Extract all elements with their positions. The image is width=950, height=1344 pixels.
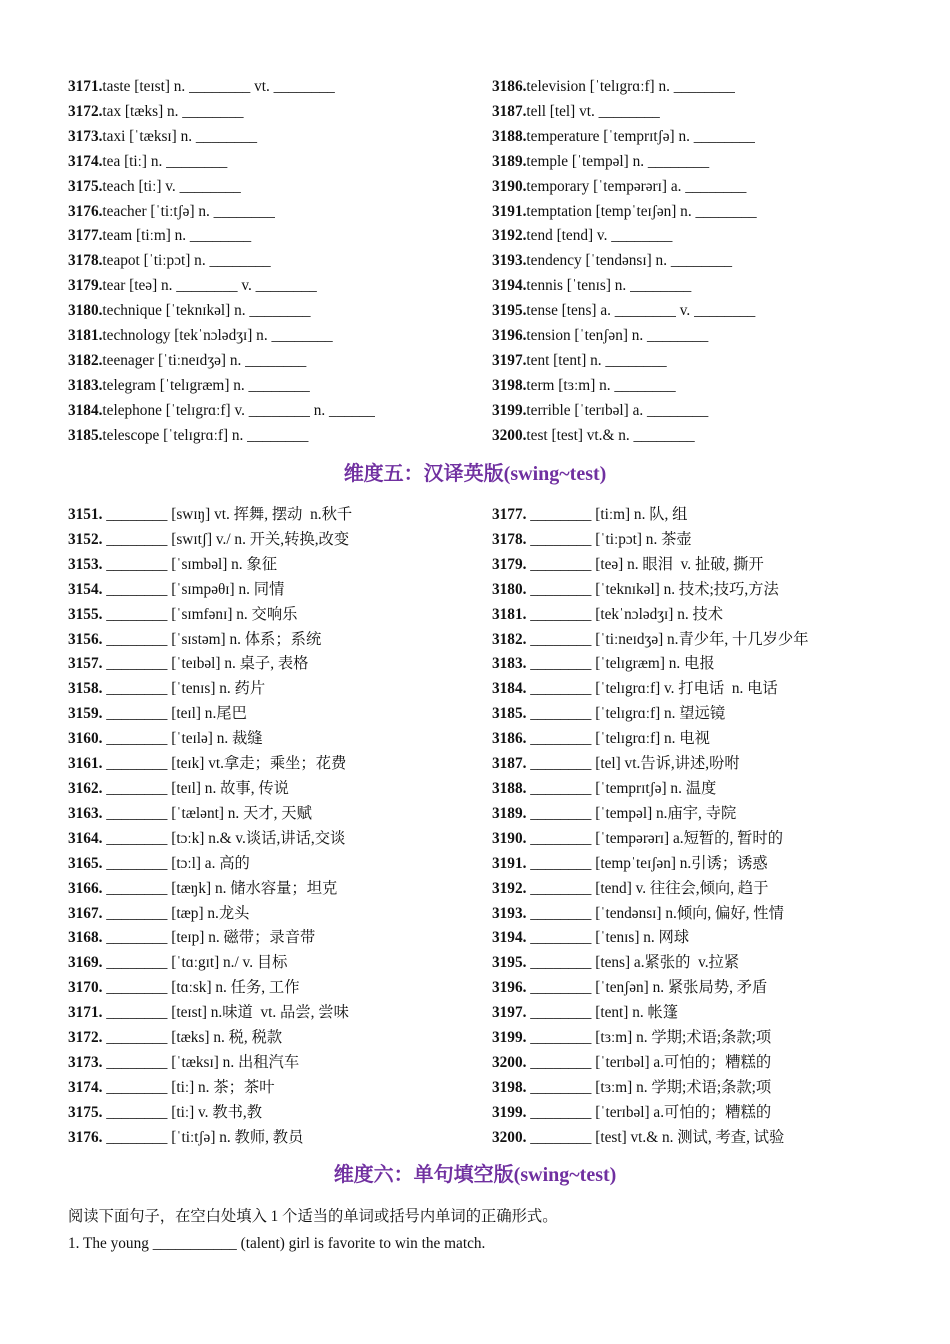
entry-number: 3199. xyxy=(492,1029,527,1047)
entry-text: television [ˈtelɪgrɑːf] n. ________ xyxy=(526,78,735,95)
entry-text: teacher [ˈtiːtʃə] n. ________ xyxy=(102,202,275,220)
vocab-entry xyxy=(492,902,868,927)
entry-number: 3178. xyxy=(68,252,103,270)
entry-text: team [tiːm] n. ________ xyxy=(102,227,252,245)
entry-text: ________ [swɪtʃ] v./ n. 开关,转换,改变 xyxy=(102,530,350,548)
vocab-entry xyxy=(68,902,492,927)
entry-number: 3161. xyxy=(68,755,103,773)
entry-number: 3172. xyxy=(68,1029,103,1047)
entry-number: 3165. xyxy=(68,854,103,872)
entry-number: 3163. xyxy=(68,804,103,822)
entry-number: 3153. xyxy=(68,555,103,573)
entry-text: tent [tent] n. ________ xyxy=(526,351,667,369)
entry-number: 3184. xyxy=(68,401,103,419)
entry-text: teach [tiː] v. ________ xyxy=(102,177,241,195)
entry-text: ________ [teɪst] n.味道 vt. 品尝, 尝味 xyxy=(102,1004,349,1022)
entry-number: 3186. xyxy=(492,78,527,95)
entry-number: 3197. xyxy=(492,351,527,369)
vocab-entry xyxy=(68,503,492,528)
entry-text: ________ [tiː] n. 茶；茶叶 xyxy=(102,1078,275,1096)
entry-number: 3167. xyxy=(68,904,103,922)
vocab-entry xyxy=(68,578,492,603)
entry-number: 3196. xyxy=(492,327,527,345)
vocab-entry xyxy=(68,951,492,976)
vocab-entry xyxy=(68,1001,492,1026)
instruction-text: 阅读下面句子，在空白处填入 1 个适当的单词或括号内单词的正确形式。 xyxy=(68,1208,558,1225)
vocab-entry xyxy=(492,1101,868,1126)
entry-number: 3198. xyxy=(492,1078,527,1096)
entry-number: 3184. xyxy=(492,680,527,698)
entry-text: ________ [ˈtiːneɪdʒə] n.青少年, 十几岁少年 xyxy=(526,630,809,648)
vocab-entry xyxy=(492,852,868,877)
entry-text: temple [ˈtempəl] n. ________ xyxy=(526,152,710,170)
entry-text: tea [tiː] n. ________ xyxy=(102,152,228,170)
vocab-entry xyxy=(68,827,492,852)
vocab-entry xyxy=(492,399,868,424)
entry-number: 3177. xyxy=(492,506,527,523)
vocab-entry xyxy=(68,274,492,299)
vocab-entry xyxy=(68,125,492,150)
entry-text: tend [tend] v. ________ xyxy=(526,227,673,245)
vocab-entry xyxy=(68,702,492,727)
entry-number: 3190. xyxy=(492,177,527,195)
entry-text: ________ [tæŋk] n. 储水容量；坦克 xyxy=(102,879,338,897)
entry-text: ________ [tæks] n. 税, 税款 xyxy=(102,1029,283,1047)
vocab-entry xyxy=(492,274,868,299)
entry-number: 3179. xyxy=(492,555,527,573)
entry-text: ________ [ˈtelɪgrɑːf] v. 打电话 n. 电话 xyxy=(526,680,778,698)
vocab-entry xyxy=(492,628,868,653)
entry-text: term [tɜːm] n. ________ xyxy=(526,376,676,394)
entry-text: ________ [ˈtenɪs] n. 网球 xyxy=(526,929,690,947)
entry-number: 3185. xyxy=(492,705,527,723)
vocab-entry xyxy=(68,777,492,802)
entry-number: 3195. xyxy=(492,954,527,972)
vocab-entry xyxy=(68,727,492,752)
vocab-list-chinese-to-english xyxy=(68,503,868,1151)
vocab-entry xyxy=(492,150,868,175)
vocab-entry xyxy=(492,926,868,951)
entry-number: 3169. xyxy=(68,954,103,972)
entry-text: ________ [ˈsɪmbəl] n. 象征 xyxy=(102,555,278,573)
entry-text: ________ [ˈterɪbəl] a.可怕的；糟糕的 xyxy=(526,1053,772,1071)
entry-text: ________ [tempˈteɪʃən] n.引诱；诱惑 xyxy=(526,854,768,872)
vocab-entry xyxy=(68,200,492,225)
vocab-entry xyxy=(492,578,868,603)
entry-text: taste [teɪst] n. ________ vt. ________ xyxy=(102,78,335,95)
section-five-title: 维度五：汉译英版(swing~test) xyxy=(343,463,607,485)
entry-text: ________ [ˈteɪbəl] n. 桌子, 表格 xyxy=(102,655,309,673)
vocab-entry xyxy=(492,1001,868,1026)
vocab-entry xyxy=(492,299,868,324)
entry-text: taxi [ˈtæksɪ] n. ________ xyxy=(102,127,258,145)
entry-number: 3183. xyxy=(68,376,103,394)
entry-text: ________ [tiː] v. 教书,教 xyxy=(102,1103,263,1121)
entry-number: 3155. xyxy=(68,605,103,623)
vocab-entry xyxy=(68,877,492,902)
entry-text: test [test] vt.& n. ________ xyxy=(526,426,695,444)
entry-number: 3173. xyxy=(68,1053,103,1071)
vocab-entry xyxy=(492,503,868,528)
vocab-entry xyxy=(68,150,492,175)
vocab-entry xyxy=(68,1101,492,1126)
entry-text: ________ [ˈsɪmpəθɪ] n. 同情 xyxy=(102,580,285,598)
entry-text: ________ [teɪl] n.尾巴 xyxy=(102,705,247,723)
vocab-entry xyxy=(492,702,868,727)
entry-number: 3176. xyxy=(68,202,103,220)
entry-number: 3200. xyxy=(492,1128,527,1146)
entry-text: ________ [tɔːk] n.& v.谈话,讲话,交谈 xyxy=(102,829,346,847)
entry-text: ________ [ˈteɪlə] n. 裁缝 xyxy=(102,730,263,748)
vocab-entry xyxy=(492,374,868,399)
vocab-entry xyxy=(68,424,492,449)
entry-text: technology [tekˈnɔlədʒɪ] n. ________ xyxy=(102,327,333,345)
vocab-entry xyxy=(492,224,868,249)
section-six-title: 维度六：单句填空版(swing~test) xyxy=(333,1164,617,1186)
vocab-entry xyxy=(492,424,868,449)
vocab-entry xyxy=(492,324,868,349)
entry-text: temperature [ˈtemprɪtʃə] n. ________ xyxy=(526,127,755,145)
vocab-entry xyxy=(492,727,868,752)
entry-text: ________ [ˈtiːpɔt] n. 茶壶 xyxy=(526,530,692,548)
vocab-entry xyxy=(68,399,492,424)
vocab-entry xyxy=(492,827,868,852)
entry-text: ________ [tæp] n.龙头 xyxy=(102,904,250,922)
vocab-entry xyxy=(492,100,868,125)
entry-text: ________ [tend] v. 往往会,倾向, 趋于 xyxy=(526,879,769,897)
entry-text: telegram [ˈtelɪgræm] n. ________ xyxy=(102,376,310,394)
entry-number: 3192. xyxy=(492,227,527,245)
vocab-entry xyxy=(68,528,492,553)
entry-number: 3187. xyxy=(492,102,527,120)
entry-number: 3181. xyxy=(492,605,527,623)
entry-text: ________ [ˈsɪmfənɪ] n. 交响乐 xyxy=(102,605,298,623)
entry-text: ________ [tekˈnɔlədʒɪ] n. 技术 xyxy=(526,605,724,623)
entry-text: ________ [ˈsɪstəm] n. 体系；系统 xyxy=(102,630,322,648)
vocab-entry xyxy=(492,200,868,225)
entry-number: 3175. xyxy=(68,177,103,195)
entry-text: ________ [ˈtendənsɪ] n.倾向, 偏好, 性情 xyxy=(526,904,784,922)
entry-text: teenager [ˈtiːneɪdʒə] n. ________ xyxy=(102,351,307,369)
entry-text: telephone [ˈtelɪgrɑːf] v. ________ n. ______ xyxy=(102,401,375,419)
entry-number: 3186. xyxy=(492,730,527,748)
entry-text: tell [tel] vt. ________ xyxy=(526,102,660,120)
entry-text: telescope [ˈtelɪgrɑːf] n. ________ xyxy=(102,426,309,444)
entry-number: 3185. xyxy=(68,426,103,444)
entry-number: 3197. xyxy=(492,1004,527,1022)
entry-number: 3156. xyxy=(68,630,103,648)
vocab-entry xyxy=(68,75,492,100)
entry-text: ________ [ˈtelɪgræm] n. 电报 xyxy=(526,655,715,673)
vocab-entry xyxy=(68,100,492,125)
entry-number: 3196. xyxy=(492,979,527,997)
entry-number: 3194. xyxy=(492,277,527,295)
entry-text: ________ [tɔːl] a. 高的 xyxy=(102,854,250,872)
entry-number: 3159. xyxy=(68,705,103,723)
entry-number: 3174. xyxy=(68,152,103,170)
entry-text: ________ [ˈtenɪs] n. 药片 xyxy=(102,680,266,698)
entry-text: ________ [teɪl] n. 故事, 传说 xyxy=(102,779,289,797)
vocab-entry xyxy=(68,1026,492,1051)
vocab-entry xyxy=(492,1026,868,1051)
vocab-entry xyxy=(68,349,492,374)
entry-text: ________ [ˈtenʃən] n. 紧张局势, 矛盾 xyxy=(526,979,768,997)
entry-text: ________ [ˈterɪbəl] a.可怕的；糟糕的 xyxy=(526,1103,772,1121)
entry-number: 3162. xyxy=(68,779,103,797)
entry-number: 3190. xyxy=(492,829,527,847)
vocab-entry xyxy=(68,553,492,578)
entry-text: tax [tæks] n. ________ xyxy=(102,102,244,120)
vocab-entry xyxy=(68,628,492,653)
entry-text: tear [teə] n. ________ v. ________ xyxy=(102,277,317,295)
entry-text: tense [tens] a. ________ v. ________ xyxy=(526,302,756,320)
fill-in-sentence: 1. The young ___________ (talent) girl is favorite to win the match. xyxy=(68,1235,486,1252)
vocab-entry xyxy=(68,299,492,324)
entry-text: ________ [tens] a.紧张的 v.拉紧 xyxy=(526,954,740,972)
entry-number: 3152. xyxy=(68,530,103,548)
vocab-entry xyxy=(68,852,492,877)
entry-number: 3157. xyxy=(68,655,103,673)
entry-number: 3200. xyxy=(492,426,527,444)
vocab-entry xyxy=(492,752,868,777)
entry-text: temptation [tempˈteɪʃən] n. ________ xyxy=(526,202,757,220)
vocab-entry xyxy=(492,677,868,702)
entry-number: 3199. xyxy=(492,1103,527,1121)
entry-number: 3173. xyxy=(68,127,103,145)
entry-number: 3176. xyxy=(68,1128,103,1146)
entry-text: temporary [ˈtempərərɪ] a. ________ xyxy=(526,177,747,195)
entry-number: 3199. xyxy=(492,401,527,419)
entry-text: ________ [tɜːm] n. 学期;术语;条款;项 xyxy=(526,1078,772,1096)
entry-number: 3164. xyxy=(68,829,103,847)
vocab-entry xyxy=(492,175,868,200)
entry-text: tennis [ˈtenɪs] n. ________ xyxy=(526,277,692,295)
entry-number: 3195. xyxy=(492,302,527,320)
entry-number: 3193. xyxy=(492,252,527,270)
vocab-entry xyxy=(68,976,492,1001)
entry-number: 3177. xyxy=(68,227,103,245)
entry-text: ________ [ˈtelɪgrɑːf] n. 望远镜 xyxy=(526,705,726,723)
vocab-entry xyxy=(492,802,868,827)
entry-number: 3187. xyxy=(492,755,527,773)
entry-number: 3171. xyxy=(68,78,103,95)
vocab-list-english-to-chinese xyxy=(68,75,868,449)
entry-text: ________ [ˈtɑːgɪt] n./ v. 目标 xyxy=(102,954,288,972)
vocab-entry xyxy=(492,951,868,976)
vocab-entry xyxy=(68,603,492,628)
vocab-entry xyxy=(492,777,868,802)
entry-text: ________ [ˈteknɪkəl] n. 技术;技巧,方法 xyxy=(526,580,779,598)
entry-text: ________ [tel] vt.告诉,讲述,吩咐 xyxy=(526,755,740,773)
vocab-entry xyxy=(492,1126,868,1151)
vocab-entry xyxy=(68,652,492,677)
entry-number: 3192. xyxy=(492,879,527,897)
entry-number: 3191. xyxy=(492,202,527,220)
vocab-entry xyxy=(68,374,492,399)
entry-number: 3166. xyxy=(68,879,103,897)
entry-text: ________ [tent] n. 帐篷 xyxy=(526,1004,679,1022)
entry-text: ________ [swɪŋ] vt. 挥舞, 摆动 n.秋千 xyxy=(102,506,353,523)
entry-number: 3182. xyxy=(492,630,527,648)
entry-text: ________ [ˈtempərərɪ] a.短暂的, 暂时的 xyxy=(526,829,784,847)
vocab-entry xyxy=(492,125,868,150)
entry-number: 3171. xyxy=(68,1004,103,1022)
vocab-entry xyxy=(492,349,868,374)
vocab-entry xyxy=(68,1076,492,1101)
entry-number: 3188. xyxy=(492,127,527,145)
entry-number: 3175. xyxy=(68,1103,103,1121)
entry-number: 3170. xyxy=(68,979,103,997)
entry-number: 3182. xyxy=(68,351,103,369)
vocab-entry xyxy=(492,553,868,578)
entry-number: 3180. xyxy=(492,580,527,598)
entry-text: ________ [ˈtelɪgrɑːf] n. 电视 xyxy=(526,730,710,748)
entry-text: ________ [teɪk] vt.拿走；乘坐；花费 xyxy=(102,755,347,773)
entry-number: 3189. xyxy=(492,152,527,170)
entry-number: 3189. xyxy=(492,804,527,822)
entry-number: 3160. xyxy=(68,730,103,748)
entry-number: 3179. xyxy=(68,277,103,295)
entry-text: ________ [ˈtæksɪ] n. 出租汽车 xyxy=(102,1053,300,1071)
vocab-entry xyxy=(492,1076,868,1101)
vocab-entry xyxy=(68,1051,492,1076)
entry-text: ________ [teə] n. 眼泪 v. 扯破, 撕开 xyxy=(526,555,764,573)
vocab-entry xyxy=(492,976,868,1001)
entry-number: 3174. xyxy=(68,1078,103,1096)
entry-number: 3200. xyxy=(492,1053,527,1071)
vocab-entry xyxy=(492,652,868,677)
entry-number: 3188. xyxy=(492,779,527,797)
entry-text: tension [ˈtenʃən] n. ________ xyxy=(526,327,709,345)
entry-number: 3168. xyxy=(68,929,103,947)
entry-number: 3180. xyxy=(68,302,103,320)
entry-number: 3183. xyxy=(492,655,527,673)
entry-text: technique [ˈteknɪkəl] n. ________ xyxy=(102,302,311,320)
vocab-entry xyxy=(68,926,492,951)
vocab-entry xyxy=(492,528,868,553)
vocab-entry xyxy=(68,324,492,349)
vocab-entry xyxy=(492,75,868,100)
entry-number: 3181. xyxy=(68,327,103,345)
entry-text: ________ [ˈtælənt] n. 天才, 天赋 xyxy=(102,804,312,822)
entry-text: ________ [tɜːm] n. 学期;术语;条款;项 xyxy=(526,1029,772,1047)
entry-number: 3172. xyxy=(68,102,103,120)
entry-text: ________ [tɑːsk] n. 任务, 工作 xyxy=(102,979,300,997)
entry-text: tendency [ˈtendənsɪ] n. ________ xyxy=(526,252,733,270)
entry-number: 3193. xyxy=(492,904,527,922)
entry-number: 3151. xyxy=(68,506,103,523)
vocab-entry xyxy=(492,1051,868,1076)
vocab-entry xyxy=(492,249,868,274)
vocab-entry xyxy=(68,677,492,702)
entry-text: ________ [ˈtempəl] n.庙宇, 寺院 xyxy=(526,804,737,822)
entry-text: ________ [ˈtemprɪtʃə] n. 温度 xyxy=(526,779,717,797)
vocab-entry xyxy=(492,877,868,902)
entry-number: 3194. xyxy=(492,929,527,947)
vocab-entry xyxy=(68,249,492,274)
vocab-entry xyxy=(492,603,868,628)
entry-number: 3191. xyxy=(492,854,527,872)
entry-text: terrible [ˈterɪbəl] a. ________ xyxy=(526,401,709,419)
entry-number: 3154. xyxy=(68,580,103,598)
entry-number: 3158. xyxy=(68,680,103,698)
vocab-entry xyxy=(68,752,492,777)
entry-text: ________ [tiːm] n. 队, 组 xyxy=(526,506,688,523)
entry-text: ________ [ˈtiːtʃə] n. 教师, 教员 xyxy=(102,1128,304,1146)
entry-text: teapot [ˈtiːpɔt] n. ________ xyxy=(102,252,271,270)
vocab-entry xyxy=(68,1126,492,1151)
vocab-entry xyxy=(68,802,492,827)
entry-number: 3178. xyxy=(492,530,527,548)
entry-text: ________ [test] vt.& n. 测试, 考查, 试验 xyxy=(526,1128,785,1146)
entry-text: ________ [teɪp] n. 磁带；录音带 xyxy=(102,929,316,947)
vocab-entry xyxy=(68,175,492,200)
entry-number: 3198. xyxy=(492,376,527,394)
vocab-entry xyxy=(68,224,492,249)
